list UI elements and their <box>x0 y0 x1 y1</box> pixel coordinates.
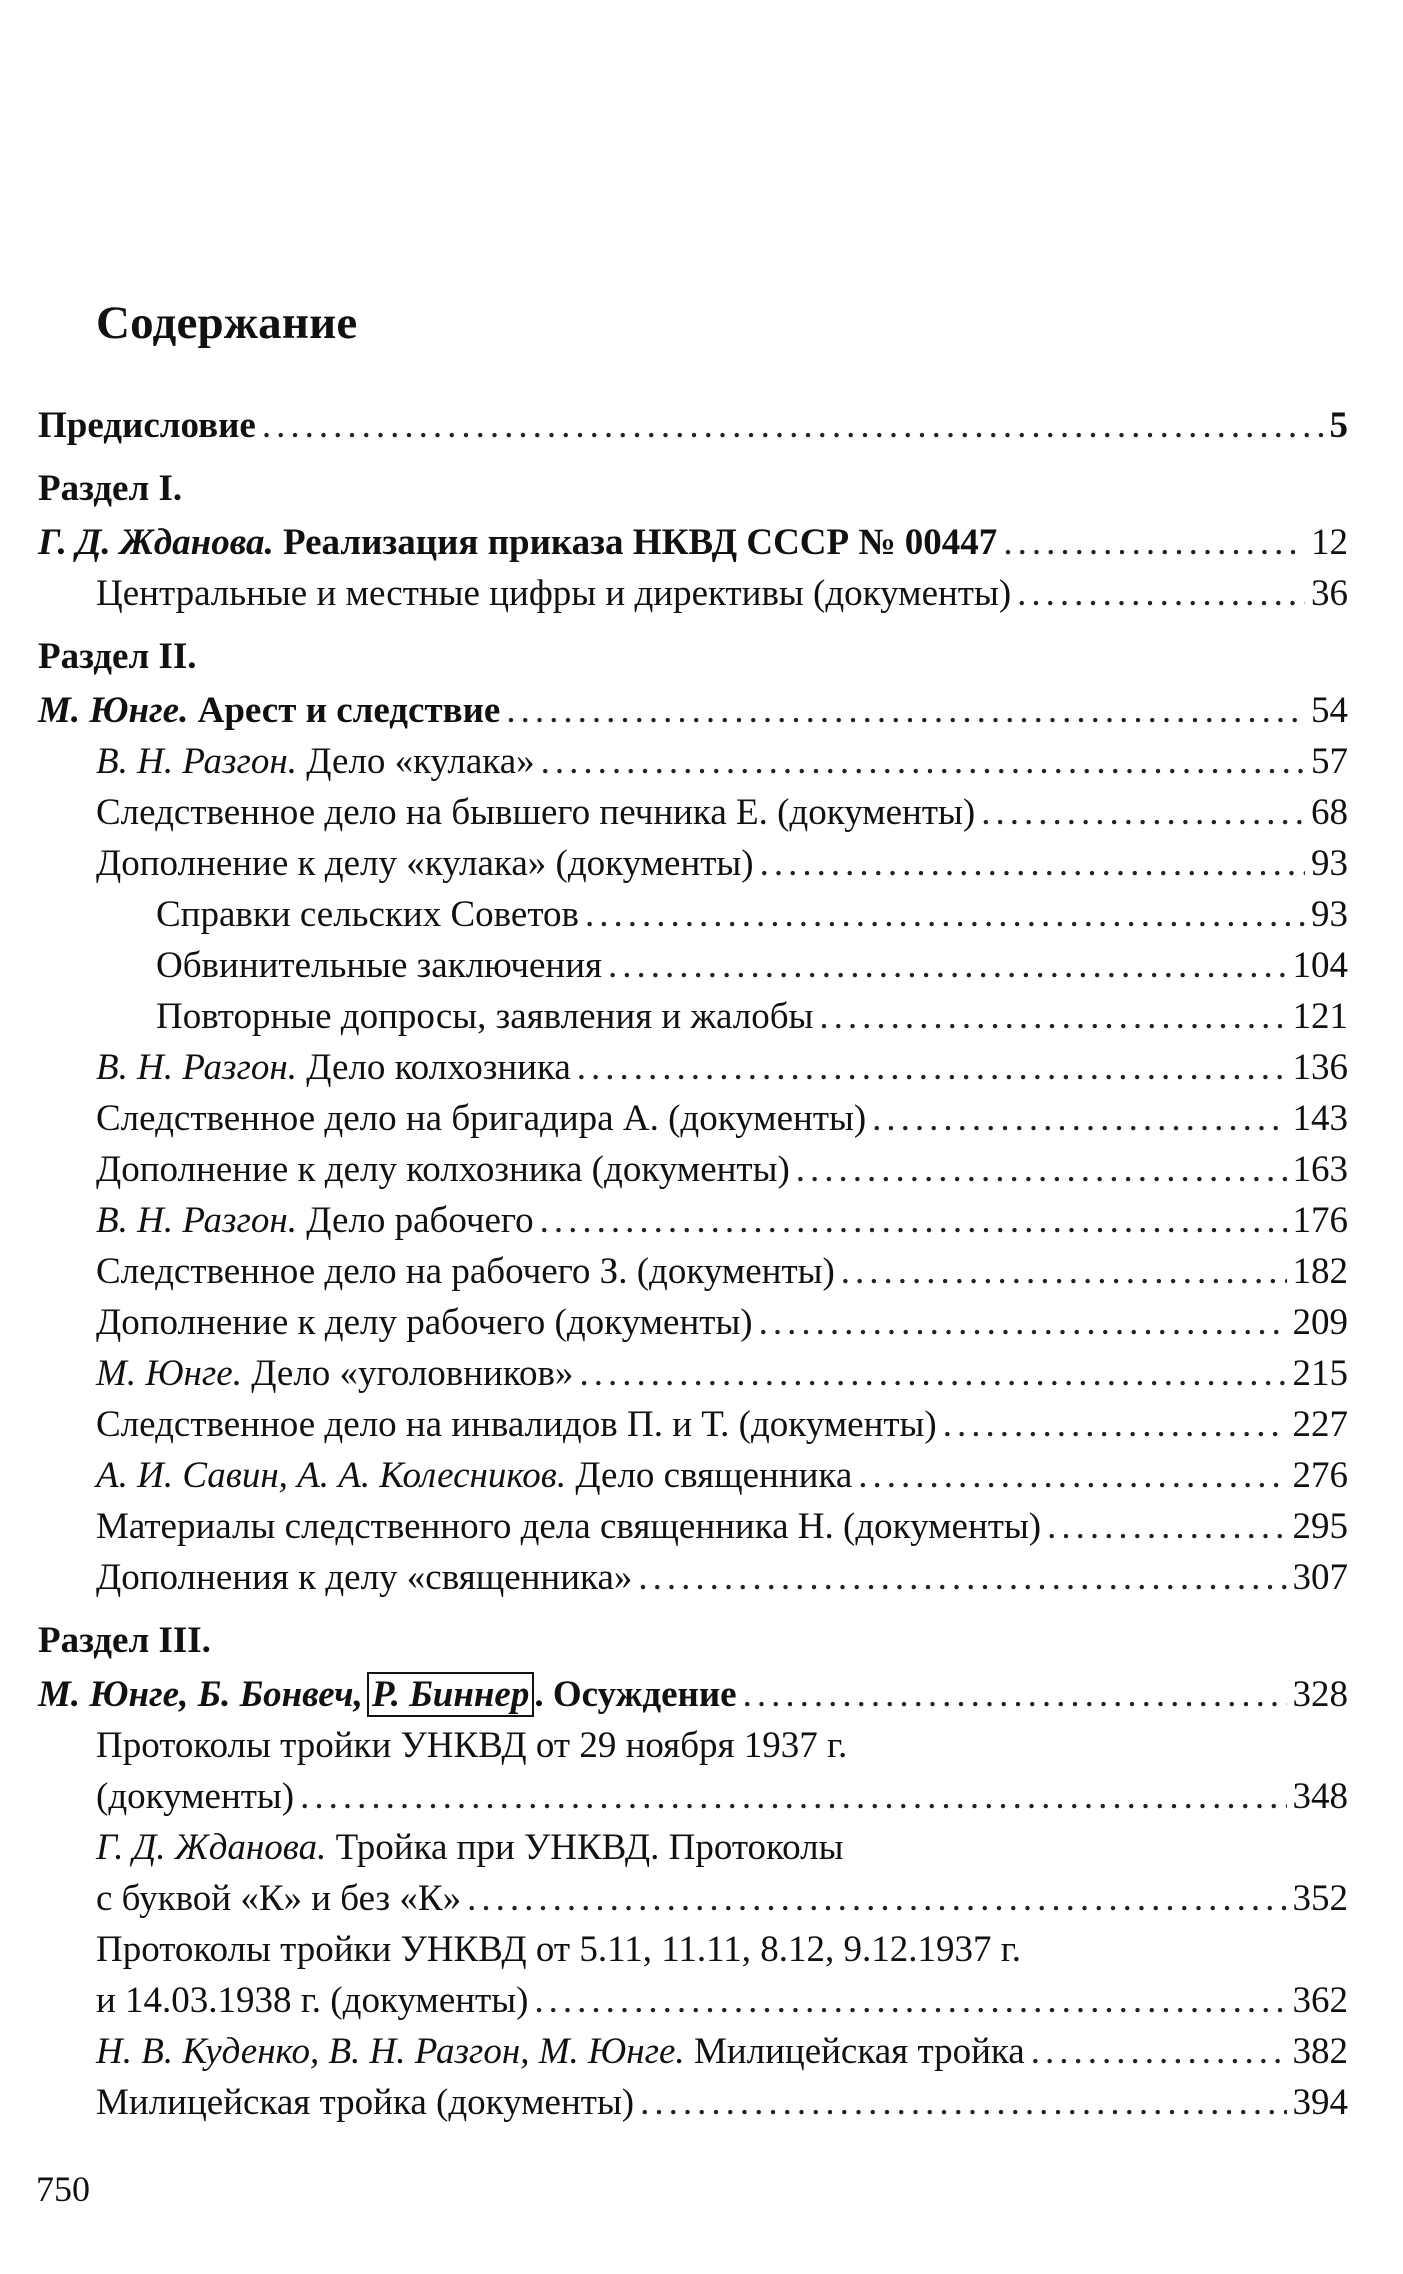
toc-title: . Осуждение <box>534 1674 737 1715</box>
toc-title: Милицейская тройка <box>693 2031 1025 2072</box>
leader-dots <box>585 889 1305 940</box>
toc-author: Н. В. Куденко, В. Н. Разгон, М. Юнге. <box>96 2031 685 2072</box>
toc-entry-s3-main[interactable] <box>38 1669 1348 1720</box>
toc-entry-label <box>96 1450 852 1501</box>
toc-page-number: 307 <box>1292 1557 1348 1598</box>
toc-page-number: 382 <box>1292 2031 1348 2072</box>
leader-dots <box>943 1399 1287 1450</box>
toc-page-number: 121 <box>1292 996 1348 1037</box>
leader-dots <box>743 1669 1287 1720</box>
toc-author: А. И. Савин, А. А. Колесников. <box>96 1455 567 1496</box>
toc-entry-s2-e9[interactable] <box>38 1144 1348 1195</box>
toc-entry-s3-e3[interactable] <box>38 1975 1348 2026</box>
toc-entry-label: Дополнения к делу «священника» <box>96 1557 633 1598</box>
toc-page-number: 54 <box>1311 690 1348 731</box>
toc-entry-s2-e13[interactable] <box>38 1348 1348 1399</box>
toc-title: Дело «уголовников» <box>251 1353 574 1394</box>
toc-page-number: 209 <box>1292 1302 1348 1343</box>
toc-entry-label: Следственное дело на бригадира А. (документы) <box>96 1098 867 1139</box>
toc-entry-label: Дополнение к делу «кулака» (документы) <box>96 843 754 884</box>
toc-author: М. Юнге. <box>96 1353 242 1394</box>
toc-entry-s3-e2-line1 <box>38 1822 1348 1873</box>
toc-page-number: 5 <box>1329 405 1348 446</box>
section-heading-3 <box>38 1611 1348 1669</box>
leader-dots <box>534 1975 1286 2026</box>
toc-title: Реализация приказа НКВД СССР № 00447 <box>282 522 998 563</box>
leader-dots <box>300 1771 1286 1822</box>
toc-entry-preface[interactable] <box>38 400 1348 451</box>
toc-entry-s2-e4[interactable] <box>38 889 1348 940</box>
toc-page-number: 348 <box>1292 1776 1348 1817</box>
leader-dots <box>262 400 1324 451</box>
toc-entry-label: Протоколы тройки УНКВД от 5.11, 11.11, 8.12, 9.12.1937 г. <box>96 1929 1021 1970</box>
toc-author: М. Юнге. <box>38 690 189 731</box>
toc-entry-s2-e11[interactable] <box>38 1246 1348 1297</box>
toc-entry-label: Справки сельских Советов <box>156 894 579 935</box>
toc-entry-s2-e5[interactable] <box>38 940 1348 991</box>
toc-entry-label: Повторные допросы, заявления и жалобы <box>156 996 814 1037</box>
toc-entry-s2-e17[interactable] <box>38 1552 1348 1603</box>
toc-author-boxed: Р. Биннер <box>367 1672 535 1717</box>
toc-entry-label <box>96 1195 534 1246</box>
toc-entry-label <box>38 1669 737 1720</box>
toc-page-number: 12 <box>1311 522 1348 563</box>
toc-page-number: 328 <box>1292 1674 1348 1715</box>
toc-page-number: 215 <box>1292 1353 1348 1394</box>
toc-entry-s2-e12[interactable] <box>38 1297 1348 1348</box>
toc-entry-s3-e1-line1 <box>38 1720 1348 1771</box>
toc-entry-s1-main[interactable] <box>38 517 1348 568</box>
toc-entry-s2-e14[interactable] <box>38 1399 1348 1450</box>
leader-dots <box>760 838 1305 889</box>
section-label: Раздел III. <box>38 1619 211 1661</box>
leader-dots <box>506 685 1305 736</box>
leader-dots <box>872 1093 1286 1144</box>
toc-author: В. Н. Разгон. <box>96 1200 297 1241</box>
toc-page-number: 104 <box>1292 945 1348 986</box>
toc-entry-label: Центральные и местные цифры и директивы (документы) <box>96 573 1012 614</box>
toc-entry-s3-e1[interactable] <box>38 1771 1348 1822</box>
toc-entry-s2-main[interactable] <box>38 685 1348 736</box>
leader-dots <box>638 1552 1286 1603</box>
leader-dots <box>579 1348 1286 1399</box>
leader-dots <box>796 1144 1287 1195</box>
leader-dots <box>1017 568 1305 619</box>
leader-dots <box>1047 1501 1286 1552</box>
toc-entry-label: Следственное дело на рабочего З. (документы) <box>96 1251 835 1292</box>
toc-page-number: 295 <box>1292 1506 1348 1547</box>
toc-entry-s2-e7[interactable] <box>38 1042 1348 1093</box>
toc-page-number: 68 <box>1311 792 1348 833</box>
toc-title: Арест и следствие <box>197 690 501 731</box>
toc-author: М. Юнге, Б. Бонвеч, <box>38 1674 363 1715</box>
toc-entry-s1-e1[interactable] <box>38 568 1348 619</box>
toc-page-number: 93 <box>1311 894 1348 935</box>
toc-title: Дело «кулака» <box>306 741 535 782</box>
toc-page-number: 276 <box>1292 1455 1348 1496</box>
section-heading-2 <box>38 627 1348 685</box>
leader-dots <box>841 1246 1287 1297</box>
leader-dots <box>577 1042 1287 1093</box>
toc-entry-s2-e1[interactable] <box>38 736 1348 787</box>
table-of-contents <box>38 400 1348 2128</box>
toc-entry-label <box>96 1348 573 1399</box>
toc-page-number: 143 <box>1292 1098 1348 1139</box>
toc-entry-s2-e3[interactable] <box>38 838 1348 889</box>
toc-page-number: 93 <box>1311 843 1348 884</box>
toc-entry-label <box>38 517 997 568</box>
toc-page-number: 36 <box>1311 573 1348 614</box>
leader-dots <box>1031 2026 1287 2077</box>
leader-dots <box>540 1195 1287 1246</box>
toc-entry-label: Дополнение к делу рабочего (документы) <box>96 1302 753 1343</box>
toc-entry-label: Милицейская тройка (документы) <box>96 2082 635 2123</box>
toc-entry-s2-e6[interactable] <box>38 991 1348 1042</box>
leader-dots <box>858 1450 1286 1501</box>
toc-entry-s2-e2[interactable] <box>38 787 1348 838</box>
toc-entry-label <box>96 736 535 787</box>
toc-entry-label <box>96 2026 1025 2077</box>
toc-page-number: 176 <box>1292 1200 1348 1241</box>
toc-title: Дело священника <box>575 1455 853 1496</box>
toc-entry-label: Предисловие <box>38 405 256 446</box>
toc-page-number: 227 <box>1292 1404 1348 1445</box>
toc-page-number: 362 <box>1292 1980 1348 2021</box>
toc-entry-label: Следственное дело на бывшего печника Е. (документы) <box>96 792 976 833</box>
toc-page-number: 163 <box>1292 1149 1348 1190</box>
toc-entry-label: (документы) <box>96 1776 295 1817</box>
toc-entry-label <box>38 685 500 736</box>
toc-author: В. Н. Разгон. <box>96 741 297 782</box>
toc-entry-label: с буквой «К» и без «К» <box>96 1878 462 1919</box>
page-title: Содержание <box>96 297 358 349</box>
toc-author: В. Н. Разгон. <box>96 1047 297 1088</box>
toc-entry-label <box>96 1042 571 1093</box>
toc-entry-s3-e3-line1 <box>38 1924 1348 1975</box>
toc-page-number: 352 <box>1292 1878 1348 1919</box>
toc-entry-s2-e10[interactable] <box>38 1195 1348 1246</box>
toc-author: Г. Д. Жданова. <box>38 522 274 563</box>
page-number: 750 <box>36 2169 90 2209</box>
leader-dots <box>759 1297 1287 1348</box>
leader-dots <box>640 2077 1286 2128</box>
toc-entry-label: Следственное дело на инвалидов П. и Т. (документы) <box>96 1404 937 1445</box>
leader-dots <box>1003 517 1305 568</box>
toc-page-number: 182 <box>1292 1251 1348 1292</box>
toc-entry-label: Обвинительные заключения <box>156 945 603 986</box>
toc-entry-s2-e15[interactable] <box>38 1450 1348 1501</box>
toc-entry-s2-e8[interactable] <box>38 1093 1348 1144</box>
toc-title: Дело рабочего <box>306 1200 534 1241</box>
toc-entry-s3-e4[interactable] <box>38 2026 1348 2077</box>
toc-title: Тройка при УНКВД. Протоколы <box>335 1827 844 1868</box>
toc-entry-label: Дополнение к делу колхозника (документы) <box>96 1149 790 1190</box>
toc-page-number: 394 <box>1292 2082 1348 2123</box>
toc-entry-s3-e5[interactable] <box>38 2077 1348 2128</box>
leader-dots <box>981 787 1305 838</box>
toc-entry-label: Протоколы тройки УНКВД от 29 ноября 1937 г. <box>96 1725 848 1766</box>
toc-entry-s2-e16[interactable] <box>38 1501 1348 1552</box>
toc-entry-label: Материалы следственного дела священника Н. (документы) <box>96 1506 1042 1547</box>
section-label: Раздел I. <box>38 467 183 509</box>
leader-dots <box>819 991 1286 1042</box>
toc-entry-label: и 14.03.1938 г. (документы) <box>96 1980 529 2021</box>
section-heading-1 <box>38 459 1348 517</box>
leader-dots <box>541 736 1305 787</box>
toc-entry-s3-e2[interactable] <box>38 1873 1348 1924</box>
leader-dots <box>467 1873 1286 1924</box>
leader-dots <box>608 940 1286 991</box>
toc-author: Г. Д. Жданова. <box>96 1827 327 1868</box>
toc-page-number: 57 <box>1311 741 1348 782</box>
toc-page-number: 136 <box>1292 1047 1348 1088</box>
toc-title: Дело колхозника <box>306 1047 571 1088</box>
section-label: Раздел II. <box>38 635 197 677</box>
